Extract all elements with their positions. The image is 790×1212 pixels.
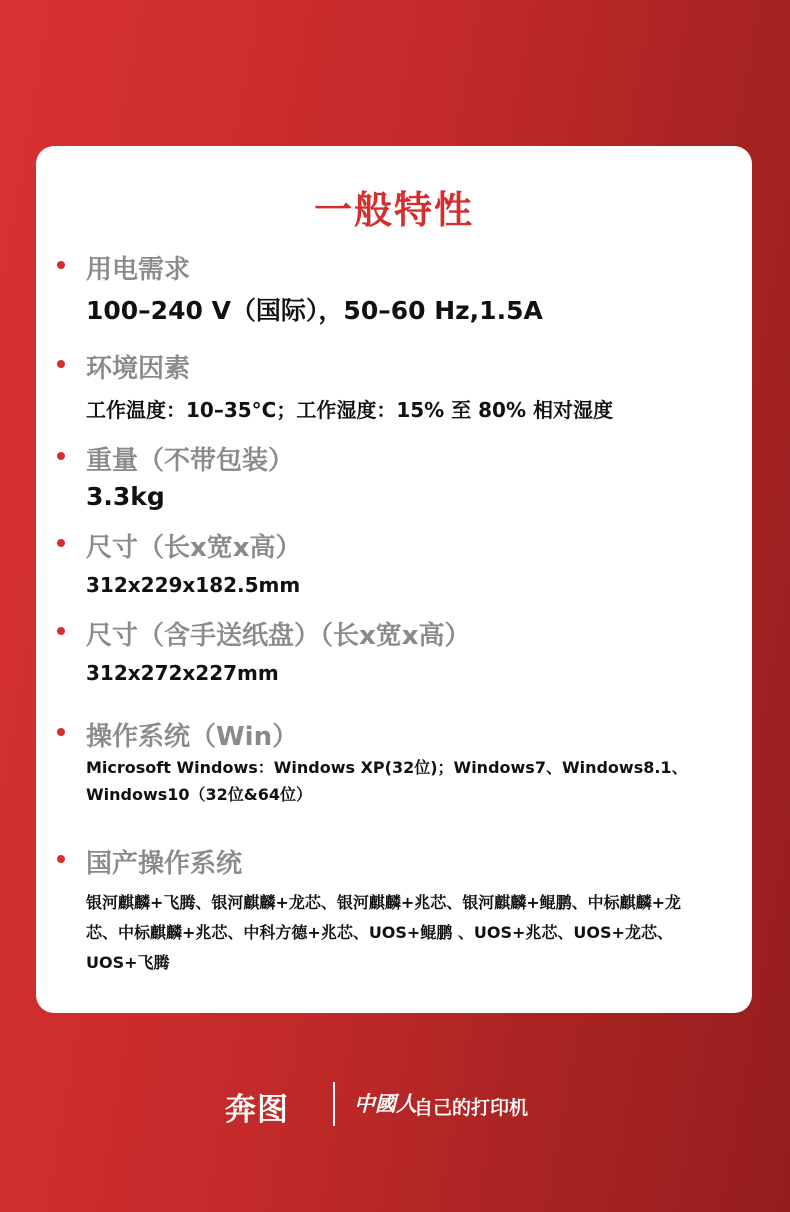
spec-heading: 尺寸（长x宽x高） [86,533,302,563]
bullet-icon [57,360,65,368]
spec-heading: 操作系统（Win） [86,722,299,752]
spec-heading: 国产操作系统 [86,849,243,879]
spec-value: 312x229x182.5mm [86,573,301,597]
bullet-icon [57,855,65,863]
bullet-icon [57,728,65,736]
spec-heading: 重量（不带包装） [86,446,295,476]
spec-value: Microsoft Windows：Windows XP(32位)；Windows7、Windows8.1、Windows10（32位&64位） [86,758,688,804]
bullet-icon [57,452,65,460]
footer-divider [333,1082,335,1126]
bullet-icon [57,539,65,547]
bullet-icon [57,627,65,635]
spec-value: 312x272x227mm [86,661,279,685]
spec-value: 3.3kg [86,482,165,511]
card-title: 一般特性 [313,188,474,232]
slogan-text: 自己的打印机 [414,1097,529,1119]
spec-heading: 尺寸（含手送纸盘）（长x宽x高） [86,621,471,651]
spec-value: 工作温度：10–35°C；工作湿度：15% 至 80% 相对湿度 [86,398,613,422]
spec-value: 100–240 V（国际），50–60 Hz,1.5A [86,296,543,325]
spec-heading: 环境因素 [86,354,191,384]
brand-logo: 奔图 [225,1092,289,1128]
spec-heading: 用电需求 [86,255,191,285]
spec-value: 银河麒麟+飞腾、银河麒麟+龙芯、银河麒麟+兆芯、银河麒麟+鲲鹏、中标麒麟+龙芯、中标麒麟+兆芯、中科方德+兆芯、UOS+鲲鹏 、UOS+兆芯、UOS+龙芯、UOS+飞腾 [86,893,682,972]
spec-card [36,146,752,1013]
footer [0,1080,790,1130]
bullet-icon [57,261,65,269]
slogan-mark: 中國人 [354,1092,417,1116]
